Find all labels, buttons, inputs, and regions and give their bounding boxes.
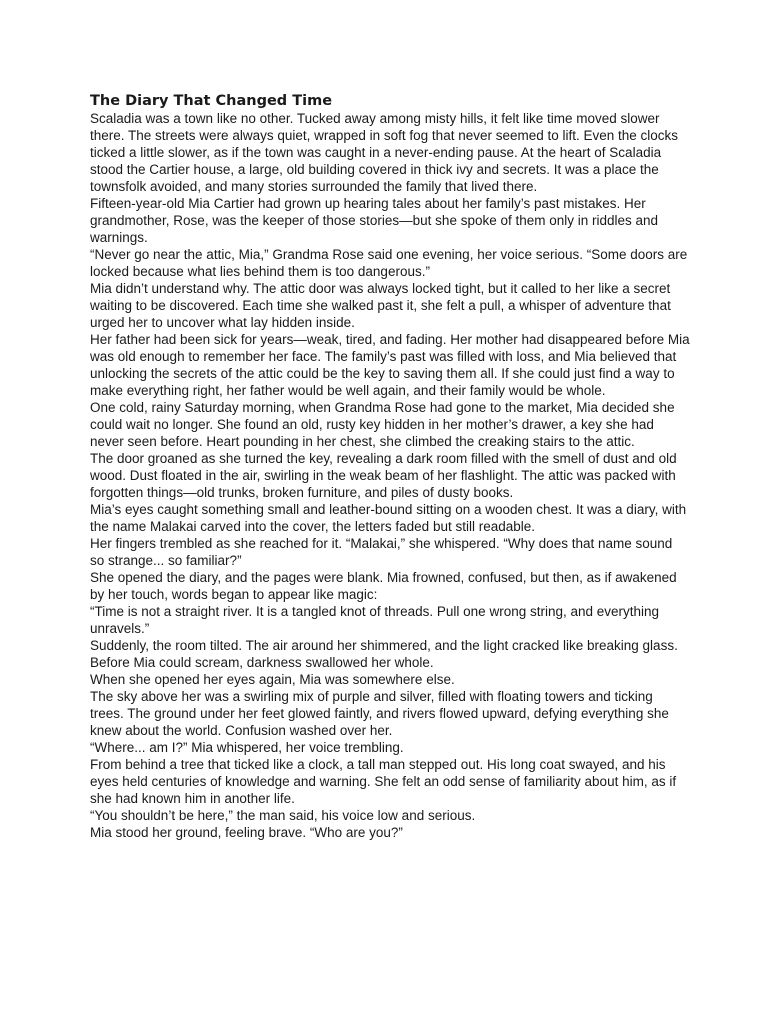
paragraph: Mia stood her ground, feeling brave. “Who are you?” (90, 825, 403, 840)
paragraph: From behind a tree that ticked like a clock, a tall man stepped out. His long coat swayed, and his eyes held centuries of knowledge and warning. She felt an odd sense of familiarity about him, as if she had known him in another life. (90, 757, 677, 806)
document-title: The Diary That Changed Time (90, 93, 333, 109)
paragraph: Mia didn’t understand why. The attic door was always locked tight, but it called to her like a secret waiting to be discovered. Each time she walked past it, she felt a pull, a whisper of adventure that urged her to uncover what lay hidden inside. (90, 281, 671, 330)
paragraph: The sky above her was a swirling mix of purple and silver, filled with floating towers and ticking trees. The ground under her feet glowed faintly, and rivers flowed upward, defying everything she knew about the world. Confusion washed over her. (90, 689, 669, 738)
paragraph: “Where... am I?” Mia whispered, her voice trembling. (90, 740, 404, 755)
document-page (90, 93, 690, 841)
paragraph: Her father had been sick for years—weak, tired, and fading. Her mother had disappeared before Mia was old enough to remember her face. The family’s past was filled with loss, and Mia believed that unlocking the secrets of the attic could be the key to saving them all. If she could just find a way to make everything right, her father would be well again, and their family would be whole. (90, 332, 690, 398)
paragraph: “Time is not a straight river. It is a tangled knot of threads. Pull one wrong string, and everything unravels.” (90, 604, 660, 636)
paragraph: “Never go near the attic, Mia,” Grandma Rose said one evening, her voice serious. “Some doors are locked because what lies behind them is too dangerous.” (90, 247, 688, 279)
paragraph: Suddenly, the room tilted. The air around her shimmered, and the light cracked like breaking glass. Before Mia could scream, darkness swallowed her whole. (90, 638, 678, 670)
paragraph: “You shouldn’t be here,” the man said, his voice low and serious. (90, 808, 476, 823)
paragraph: When she opened her eyes again, Mia was somewhere else. (90, 672, 455, 687)
paragraph: Her fingers trembled as she reached for it. “Malakai,” she whispered. “Why does that name sound so strange... so familiar?” (90, 536, 673, 568)
paragraph: The door groaned as she turned the key, revealing a dark room filled with the smell of dust and old wood. Dust floated in the air, swirling in the weak beam of her flashlight. The attic was packed with forgotten things—old trunks, broken furniture, and piles of dusty books. (90, 451, 677, 500)
paragraph: One cold, rainy Saturday morning, when Grandma Rose had gone to the market, Mia decided she could wait no longer. She found an old, rusty key hidden in her mother’s drawer, a key she had never seen before. Heart pounding in her chest, she climbed the creaking stairs to the attic. (90, 400, 675, 449)
paragraph: Fifteen-year-old Mia Cartier had grown up hearing tales about her family’s past mistakes. Her grandmother, Rose, was the keeper of those stories—but she spoke of them only in riddles and warnings. (90, 196, 659, 245)
paragraph: Mia’s eyes caught something small and leather-bound sitting on a wooden chest. It was a diary, with the name Malakai carved into the cover, the letters faded but still readable. (90, 502, 687, 534)
paragraph: She opened the diary, and the pages were blank. Mia frowned, confused, but then, as if awakened by her touch, words began to appear like magic: (90, 570, 677, 602)
paragraph: Scaladia was a town like no other. Tucked away among misty hills, it felt like time moved slower there. The streets were always quiet, wrapped in soft fog that never seemed to lift. Even the clocks ticked a little slower, as if the town was caught in a never-ending pause. At the heart of Scaladia stood the Cartier house, a large, old building covered in thick ivy and secrets. It was a place the townsfolk avoided, and many stories surrounded the family that lived there. (90, 111, 679, 194)
